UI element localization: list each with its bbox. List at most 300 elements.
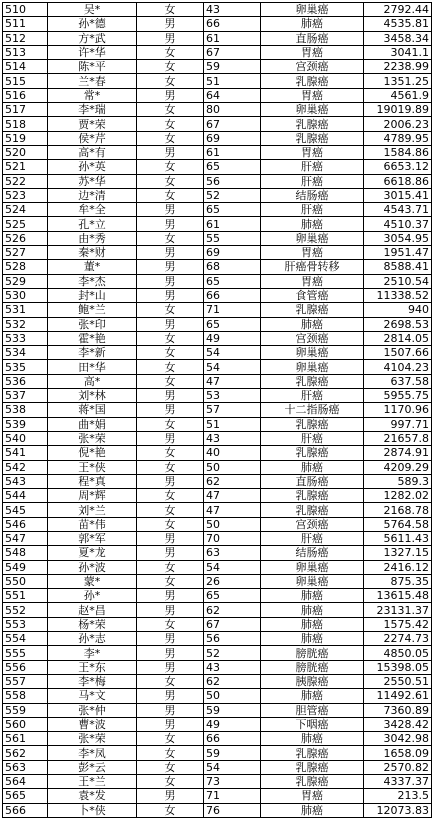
cell-diagnosis: 肝癌 [261,531,364,545]
cell-diagnosis: 胃癌 [261,789,364,803]
table-row [3,288,432,302]
cell-diagnosis: 膀胱癌 [261,660,364,674]
cell-age: 73 [204,775,261,789]
table-row [3,145,432,159]
cell-id: 523 [3,188,48,202]
cell-diagnosis: 乳腺癌 [261,131,364,145]
cell-diagnosis: 宫颈癌 [261,60,364,74]
cell-age: 65 [204,317,261,331]
cell-sex: 女 [137,803,204,817]
cell-age: 53 [204,389,261,403]
table-row [3,803,432,817]
cell-name: 张*仲 [48,703,137,717]
cell-name: 郭*军 [48,531,137,545]
cell-name: 刘*兰 [48,503,137,517]
cell-diagnosis: 乳腺癌 [261,489,364,503]
cell-id: 554 [3,632,48,646]
cell-amount: 2510.54 [364,274,432,288]
table-body [3,3,432,818]
cell-diagnosis: 肺癌 [261,732,364,746]
cell-name: 程*真 [48,474,137,488]
cell-amount: 2006.23 [364,117,432,131]
cell-id: 555 [3,646,48,660]
cell-sex: 男 [137,474,204,488]
cell-sex: 女 [137,574,204,588]
cell-name: 李*凤 [48,746,137,760]
cell-amount: 3428.42 [364,717,432,731]
cell-diagnosis: 肺癌 [261,317,364,331]
cell-diagnosis: 卵巢癌 [261,3,364,17]
cell-age: 67 [204,45,261,59]
cell-sex: 男 [137,274,204,288]
cell-id: 566 [3,803,48,817]
cell-sex: 男 [137,288,204,302]
cell-name: 王*东 [48,660,137,674]
cell-diagnosis: 胃癌 [261,145,364,159]
cell-id: 558 [3,689,48,703]
table-row [3,489,432,503]
cell-name: 曹*波 [48,717,137,731]
table-row [3,317,432,331]
cell-name: 高* [48,374,137,388]
cell-diagnosis: 卵巢癌 [261,346,364,360]
cell-diagnosis: 胃癌 [261,246,364,260]
cell-sex: 男 [137,203,204,217]
cell-sex: 女 [137,45,204,59]
cell-amount: 4104.23 [364,360,432,374]
cell-amount: 1658.09 [364,746,432,760]
cell-name: 袁*发 [48,789,137,803]
cell-sex: 男 [137,660,204,674]
cell-sex: 男 [137,703,204,717]
cell-age: 54 [204,346,261,360]
cell-diagnosis: 宫颈癌 [261,331,364,345]
cell-age: 68 [204,260,261,274]
cell-id: 516 [3,88,48,102]
table-row [3,188,432,202]
cell-id: 557 [3,674,48,688]
cell-amount: 2416.12 [364,560,432,574]
table-row [3,417,432,431]
cell-age: 64 [204,88,261,102]
cell-sex: 女 [137,3,204,17]
cell-sex: 男 [137,632,204,646]
table-row [3,360,432,374]
cell-age: 51 [204,417,261,431]
cell-diagnosis: 肺癌 [261,589,364,603]
cell-sex: 女 [137,188,204,202]
cell-diagnosis: 肺癌 [261,460,364,474]
cell-name: 董* [48,260,137,274]
table-row [3,760,432,774]
cell-age: 66 [204,288,261,302]
cell-sex: 男 [137,389,204,403]
cell-name: 封*山 [48,288,137,302]
cell-age: 47 [204,489,261,503]
table-row [3,45,432,59]
cell-id: 529 [3,274,48,288]
cell-sex: 男 [137,217,204,231]
table-row [3,589,432,603]
cell-id: 518 [3,117,48,131]
cell-name: 秦*财 [48,246,137,260]
cell-age: 66 [204,732,261,746]
cell-amount: 1282.02 [364,489,432,503]
cell-age: 61 [204,217,261,231]
cell-sex: 男 [137,260,204,274]
cell-diagnosis: 肺癌 [261,217,364,231]
cell-diagnosis: 肝癌 [261,389,364,403]
cell-amount: 3041.1 [364,45,432,59]
cell-sex: 女 [137,517,204,531]
table-row [3,403,432,417]
cell-diagnosis: 乳腺癌 [261,417,364,431]
cell-age: 71 [204,789,261,803]
cell-age: 56 [204,174,261,188]
cell-age: 63 [204,546,261,560]
cell-diagnosis: 肺癌 [261,632,364,646]
cell-sex: 女 [137,503,204,517]
cell-age: 54 [204,360,261,374]
cell-age: 43 [204,3,261,17]
table-row [3,474,432,488]
cell-id: 524 [3,203,48,217]
cell-age: 67 [204,117,261,131]
cell-amount: 6618.86 [364,174,432,188]
cell-amount: 1327.15 [364,546,432,560]
cell-name: 高*有 [48,145,137,159]
cell-diagnosis: 乳腺癌 [261,446,364,460]
cell-age: 65 [204,274,261,288]
cell-age: 59 [204,60,261,74]
cell-sex: 女 [137,732,204,746]
cell-diagnosis: 胰腺癌 [261,674,364,688]
cell-id: 536 [3,374,48,388]
cell-diagnosis: 乳腺癌 [261,746,364,760]
cell-sex: 男 [137,431,204,445]
cell-name: 张*印 [48,317,137,331]
cell-amount: 3458.34 [364,31,432,45]
cell-age: 71 [204,303,261,317]
cell-amount: 8588.41 [364,260,432,274]
cell-name: 王*侠 [48,460,137,474]
cell-sex: 男 [137,717,204,731]
cell-diagnosis: 肺癌 [261,803,364,817]
cell-amount: 11492.61 [364,689,432,703]
cell-id: 538 [3,403,48,417]
patient-table [2,2,432,818]
cell-name: 李*杰 [48,274,137,288]
cell-id: 543 [3,474,48,488]
cell-sex: 女 [137,160,204,174]
cell-age: 51 [204,74,261,88]
table-row [3,3,432,17]
cell-amount: 4543.71 [364,203,432,217]
cell-sex: 男 [137,317,204,331]
cell-diagnosis: 食管癌 [261,288,364,302]
cell-amount: 4535.81 [364,17,432,31]
cell-id: 526 [3,231,48,245]
cell-id: 537 [3,389,48,403]
cell-name: 常* [48,88,137,102]
cell-age: 67 [204,617,261,631]
cell-name: 兰*春 [48,74,137,88]
cell-id: 561 [3,732,48,746]
cell-diagnosis: 十二指肠癌 [261,403,364,417]
cell-id: 548 [3,546,48,560]
table-row [3,260,432,274]
cell-amount: 11338.52 [364,288,432,302]
cell-age: 52 [204,188,261,202]
cell-name: 赵*昌 [48,603,137,617]
cell-id: 514 [3,60,48,74]
cell-age: 52 [204,646,261,660]
table-row [3,117,432,131]
table-row [3,131,432,145]
cell-age: 55 [204,231,261,245]
cell-id: 544 [3,489,48,503]
cell-amount: 2550.51 [364,674,432,688]
cell-diagnosis: 直肠癌 [261,31,364,45]
cell-amount: 21657.8 [364,431,432,445]
cell-amount: 4337.37 [364,775,432,789]
cell-sex: 男 [137,646,204,660]
cell-name: 李*梅 [48,674,137,688]
cell-amount: 2570.82 [364,760,432,774]
table-row [3,446,432,460]
cell-amount: 4209.29 [364,460,432,474]
cell-sex: 女 [137,760,204,774]
cell-amount: 5955.75 [364,389,432,403]
cell-sex: 女 [137,231,204,245]
cell-sex: 男 [137,88,204,102]
cell-amount: 1507.66 [364,346,432,360]
cell-amount: 7360.89 [364,703,432,717]
cell-id: 522 [3,174,48,188]
cell-sex: 男 [137,31,204,45]
table-row [3,603,432,617]
cell-id: 549 [3,560,48,574]
cell-id: 520 [3,145,48,159]
cell-name: 霍*艳 [48,331,137,345]
table-row [3,574,432,588]
table-row [3,303,432,317]
cell-sex: 男 [137,789,204,803]
table-row [3,217,432,231]
cell-amount: 4850.05 [364,646,432,660]
cell-amount: 5764.58 [364,517,432,531]
cell-sex: 女 [137,60,204,74]
cell-diagnosis: 肺癌 [261,617,364,631]
cell-name: 边*清 [48,188,137,202]
cell-id: 513 [3,45,48,59]
cell-diagnosis: 卵巢癌 [261,560,364,574]
cell-name: 李*瑞 [48,103,137,117]
cell-age: 59 [204,703,261,717]
cell-amount: 6653.12 [364,160,432,174]
cell-amount: 4789.95 [364,131,432,145]
table-row [3,460,432,474]
cell-sex: 女 [137,460,204,474]
cell-age: 50 [204,517,261,531]
cell-diagnosis: 乳腺癌 [261,374,364,388]
cell-name: 夏*龙 [48,546,137,560]
table-row [3,717,432,731]
table-row [3,546,432,560]
cell-diagnosis: 肝癌 [261,203,364,217]
cell-amount: 2814.05 [364,331,432,345]
cell-age: 61 [204,145,261,159]
cell-id: 521 [3,160,48,174]
cell-diagnosis: 卵巢癌 [261,103,364,117]
cell-age: 59 [204,746,261,760]
cell-id: 511 [3,17,48,31]
cell-age: 56 [204,632,261,646]
cell-sex: 女 [137,446,204,460]
cell-id: 545 [3,503,48,517]
cell-sex: 女 [137,346,204,360]
cell-amount: 12073.83 [364,803,432,817]
cell-age: 61 [204,31,261,45]
cell-amount: 2698.53 [364,317,432,331]
table-row [3,689,432,703]
cell-id: 559 [3,703,48,717]
cell-diagnosis: 肝癌骨转移 [261,260,364,274]
cell-name: 牟*全 [48,203,137,217]
cell-age: 69 [204,246,261,260]
table-row [3,374,432,388]
patient-cost-sheet [2,2,432,818]
cell-name: 孙* [48,589,137,603]
cell-age: 66 [204,17,261,31]
cell-amount: 1584.86 [364,145,432,159]
cell-name: 蒋*国 [48,403,137,417]
cell-diagnosis: 乳腺癌 [261,760,364,774]
cell-amount: 2168.78 [364,503,432,517]
table-row [3,346,432,360]
cell-sex: 男 [137,589,204,603]
cell-amount: 3054.95 [364,231,432,245]
cell-diagnosis: 卵巢癌 [261,574,364,588]
cell-id: 510 [3,3,48,17]
cell-amount: 2792.44 [364,3,432,17]
cell-diagnosis: 乳腺癌 [261,775,364,789]
cell-diagnosis: 肺癌 [261,17,364,31]
cell-name: 苗*伟 [48,517,137,531]
cell-name: 吴* [48,3,137,17]
cell-id: 565 [3,789,48,803]
cell-age: 62 [204,674,261,688]
cell-sex: 男 [137,145,204,159]
cell-diagnosis: 卵巢癌 [261,360,364,374]
cell-sex: 男 [137,531,204,545]
cell-age: 40 [204,446,261,460]
cell-id: 515 [3,74,48,88]
cell-name: 倪*艳 [48,446,137,460]
cell-id: 531 [3,303,48,317]
cell-name: 许*华 [48,45,137,59]
table-row [3,703,432,717]
cell-diagnosis: 胃癌 [261,88,364,102]
cell-name: 苏*华 [48,174,137,188]
cell-age: 57 [204,403,261,417]
cell-sex: 男 [137,603,204,617]
cell-id: 546 [3,517,48,531]
cell-id: 535 [3,360,48,374]
cell-sex: 女 [137,489,204,503]
table-row [3,517,432,531]
cell-age: 54 [204,760,261,774]
cell-sex: 女 [137,746,204,760]
cell-id: 527 [3,246,48,260]
cell-amount: 3042.98 [364,732,432,746]
cell-sex: 女 [137,417,204,431]
cell-id: 550 [3,574,48,588]
cell-name: 由*秀 [48,231,137,245]
cell-name: 周*辉 [48,489,137,503]
cell-name: 刘*林 [48,389,137,403]
cell-age: 50 [204,689,261,703]
cell-sex: 女 [137,560,204,574]
cell-sex: 女 [137,331,204,345]
cell-age: 47 [204,374,261,388]
table-row [3,674,432,688]
cell-age: 65 [204,203,261,217]
table-row [3,431,432,445]
cell-amount: 1170.96 [364,403,432,417]
cell-age: 49 [204,717,261,731]
cell-diagnosis: 胃癌 [261,45,364,59]
cell-amount: 213.5 [364,789,432,803]
cell-sex: 女 [137,775,204,789]
cell-amount: 637.58 [364,374,432,388]
cell-id: 519 [3,131,48,145]
cell-id: 525 [3,217,48,231]
cell-diagnosis: 宫颈癌 [261,517,364,531]
cell-id: 512 [3,31,48,45]
cell-sex: 女 [137,360,204,374]
cell-diagnosis: 结肠癌 [261,546,364,560]
cell-sex: 男 [137,246,204,260]
cell-sex: 女 [137,374,204,388]
table-row [3,60,432,74]
table-row [3,560,432,574]
cell-age: 62 [204,603,261,617]
cell-id: 560 [3,717,48,731]
cell-amount: 15398.05 [364,660,432,674]
cell-name: 王*兰 [48,775,137,789]
cell-age: 70 [204,531,261,545]
cell-name: 孔*立 [48,217,137,231]
cell-age: 65 [204,589,261,603]
table-row [3,775,432,789]
table-row [3,17,432,31]
cell-age: 76 [204,803,261,817]
cell-id: 562 [3,746,48,760]
cell-name: 曲*娟 [48,417,137,431]
cell-amount: 4510.37 [364,217,432,231]
cell-name: 彭*云 [48,760,137,774]
cell-sex: 女 [137,74,204,88]
cell-sex: 女 [137,103,204,117]
cell-age: 69 [204,131,261,145]
table-row [3,103,432,117]
cell-diagnosis: 肝癌 [261,431,364,445]
table-row [3,389,432,403]
cell-id: 540 [3,431,48,445]
cell-name: 陈*平 [48,60,137,74]
cell-amount: 4561.9 [364,88,432,102]
